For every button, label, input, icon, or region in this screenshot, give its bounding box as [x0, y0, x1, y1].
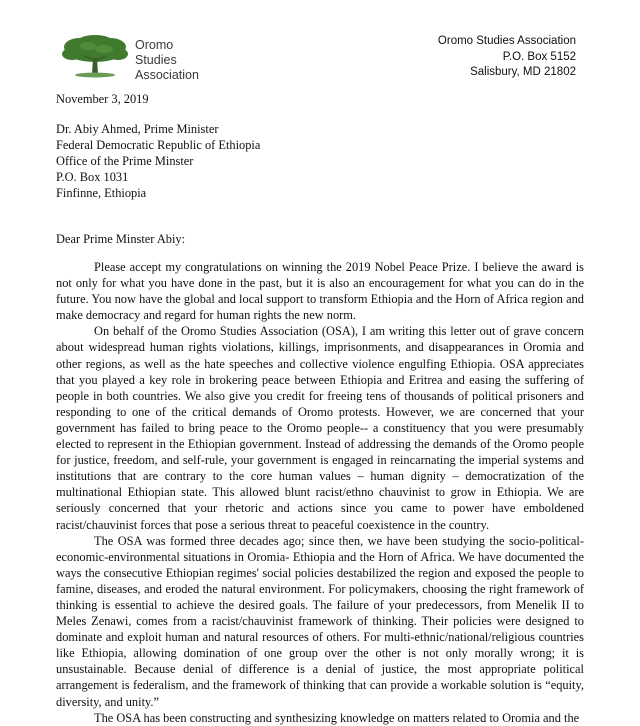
salutation: Dear Prime Minster Abiy: — [56, 232, 186, 246]
logo-line-2: Studies — [135, 53, 177, 67]
paragraph: Please accept my congratulations on winning the 2019 Nobel Peace Prize. I believe the award is not only for what you have done in the past, but it is also an encouragement for what you can do in the future. You now have the global and local support to transform Ethiopia and the Horn of Africa region and make democracy and regard for human rights the new norm. — [56, 260, 584, 323]
recipient-line: P.O. Box 1031 — [56, 170, 129, 185]
paragraph: The OSA was formed three decades ago; since then, we have been studying the socio-political-economic-environmental situations in Oromia- Ethiopia and the Horn of Africa. We have documented the ways the consecutive Ethiopian regimes' social policies destabilized the region and exposed the people to famine, diseases, and eroded the natural environment. For policymakers, choosing the right framework of thinking is essential to achieve the desired goals. The failure of your predecessors, from Menelik II to Meles Zenawi, comes from a racist/chauvinist framework of thinking. Their policies were designed to dominate and exploit human and natural resources of others. For multi-ethnic/national/religious countries like Ethiopia, allowing domination of one group over the other is not only morally wrong; it is unsustainable. Because denial of difference is a denial of justice, the most appropriate political arrangement is federalism, and the framework of thinking that can provide a workable solution is “equity, diversity, and unity.” — [56, 533, 584, 709]
logo-line-3: Association — [135, 68, 199, 82]
tree-icon — [60, 34, 130, 80]
sender-box: P.O. Box 5152 — [502, 50, 576, 63]
sender-address — [438, 34, 576, 81]
recipient-line: Finfinne, Ethiopia — [56, 186, 147, 201]
recipient-address — [56, 121, 584, 201]
letter-date: November 3, 2019 — [56, 92, 149, 106]
osa-logo — [60, 28, 220, 84]
sender-name: Oromo Studies Association — [437, 35, 576, 47]
paragraph: On behalf of the Oromo Studies Association (OSA), I am writing this letter out of grave concern about widespread human rights violations, killings, imprisonments, and disappearances in Oromia and other regions, as well as the hate speeches and collective violence engulfing Ethiopia. OSA appreciates that you played a key role in brokering peace between Ethiopia and Eritrea and easing the suffering of people in both countries. We also give you credit for freeing tens of thousands of political prisoners and responding to one of the critical demands of Oromo protests. However, we are concerned that your government has failed to bring peace to the Oromo people-- a constituency that you were presumably elected to represent in the Ethiopian government. Instead of addressing the demands of the Oromo people for justice, freedom, and self-rule, your government is engaged in reincarnating the imperial systems and institutions that are contrary to the core human values – human dignity – democratization of the multinational Ethiopian state. This allowed blunt racist/ethno chauvinist to grow in Ethiopia. We are seriously concerned that your rhetoric and actions since you came to power have emboldened racist/chauvinist forces that pose a serious threat to peaceful coexistence in the country. — [56, 324, 584, 532]
recipient-line: Office of the Prime Minster — [56, 154, 194, 169]
paragraph: The OSA has been constructing and synthesizing knowledge on matters related to Oromia and the — [94, 710, 580, 725]
recipient-line: Dr. Abiy Ahmed, Prime Minister — [56, 122, 219, 136]
recipient-line: Federal Democratic Republic of Ethiopia — [56, 138, 261, 153]
sender-city: Salisbury, MD 21802 — [470, 66, 576, 78]
logo-line-1: Oromo — [135, 38, 174, 52]
logo-wordmark — [135, 38, 199, 83]
letter-body — [56, 259, 584, 726]
